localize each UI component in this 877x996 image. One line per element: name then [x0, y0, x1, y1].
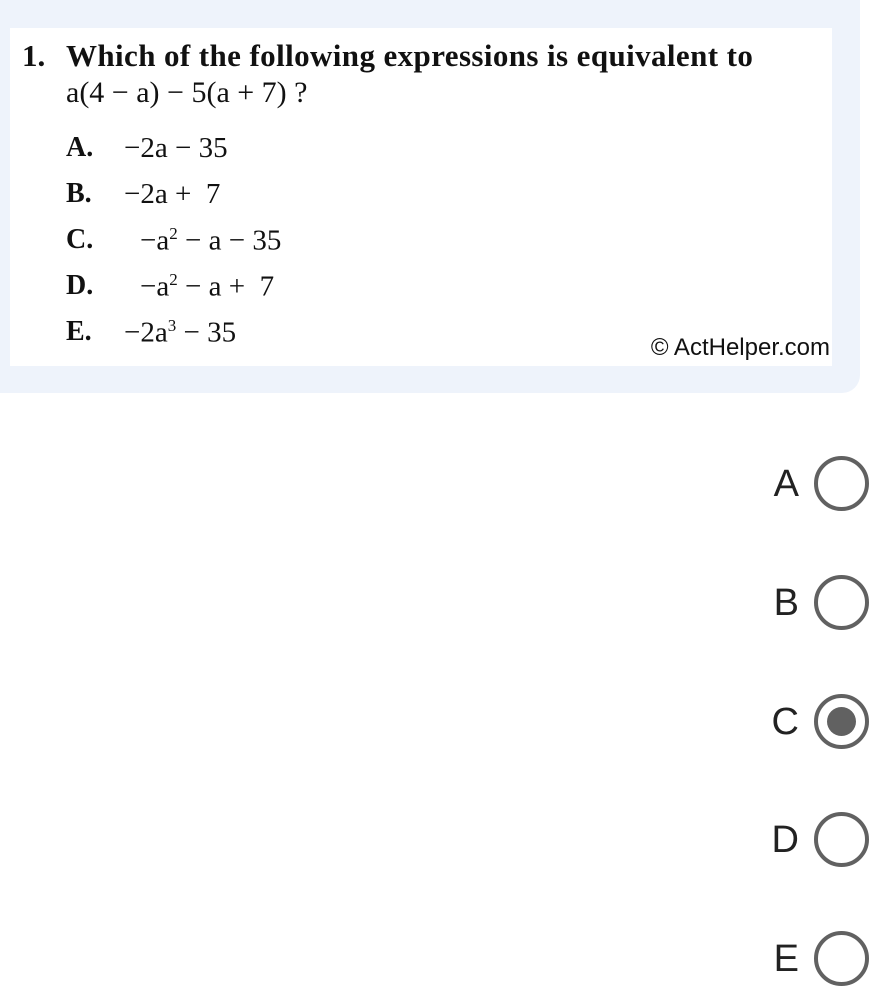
answer-label: A: [773, 463, 799, 505]
option-e-letter: E.: [66, 316, 92, 347]
answer-option-b[interactable]: [717, 570, 877, 640]
radio-button[interactable]: [814, 575, 869, 630]
answer-label: B: [773, 582, 799, 624]
answer-label: D: [771, 819, 799, 861]
option-d-rest: − a + 7: [177, 270, 275, 303]
option-a-expression: −2a − 35: [124, 132, 228, 164]
option-e-rest: − 35: [176, 316, 237, 349]
radio-button[interactable]: [814, 694, 869, 749]
option-d-term: −a: [140, 270, 170, 303]
question-number: 1.: [22, 38, 46, 73]
answer-option-a[interactable]: [717, 451, 877, 521]
question-expression: a(4 − a) − 5(a + 7) ?: [66, 76, 308, 109]
option-b-expression: −2a + 7: [124, 178, 221, 210]
option-e-expression: [124, 316, 236, 350]
radio-button[interactable]: [814, 931, 869, 986]
question-card: [0, 0, 860, 393]
answer-option-d[interactable]: [717, 807, 877, 877]
radio-dot-icon: [827, 707, 856, 736]
option-d-letter: D.: [66, 270, 94, 301]
question-text: Which of the following expressions is equivalent to: [66, 38, 754, 73]
answer-option-e[interactable]: [717, 926, 877, 996]
watermark: © ActHelper.com: [650, 334, 830, 361]
option-c-letter: C.: [66, 224, 94, 255]
radio-button[interactable]: [814, 456, 869, 511]
radio-button[interactable]: [814, 812, 869, 867]
option-b-letter: B.: [66, 178, 92, 209]
question-image: [10, 28, 832, 366]
answer-label: E: [773, 938, 799, 980]
option-c-rest: − a − 35: [177, 224, 282, 257]
option-e-exponent: 3: [167, 316, 177, 335]
option-c-exponent: 2: [169, 224, 178, 243]
option-c-expression: [140, 224, 281, 258]
option-c-term: −a: [140, 224, 170, 257]
option-d-exponent: 2: [169, 270, 178, 289]
option-e-term: −2a: [124, 316, 168, 349]
answer-label: C: [771, 701, 799, 743]
option-d-expression: [140, 270, 274, 304]
answer-option-c[interactable]: [717, 689, 877, 759]
option-a-letter: A.: [66, 132, 94, 163]
